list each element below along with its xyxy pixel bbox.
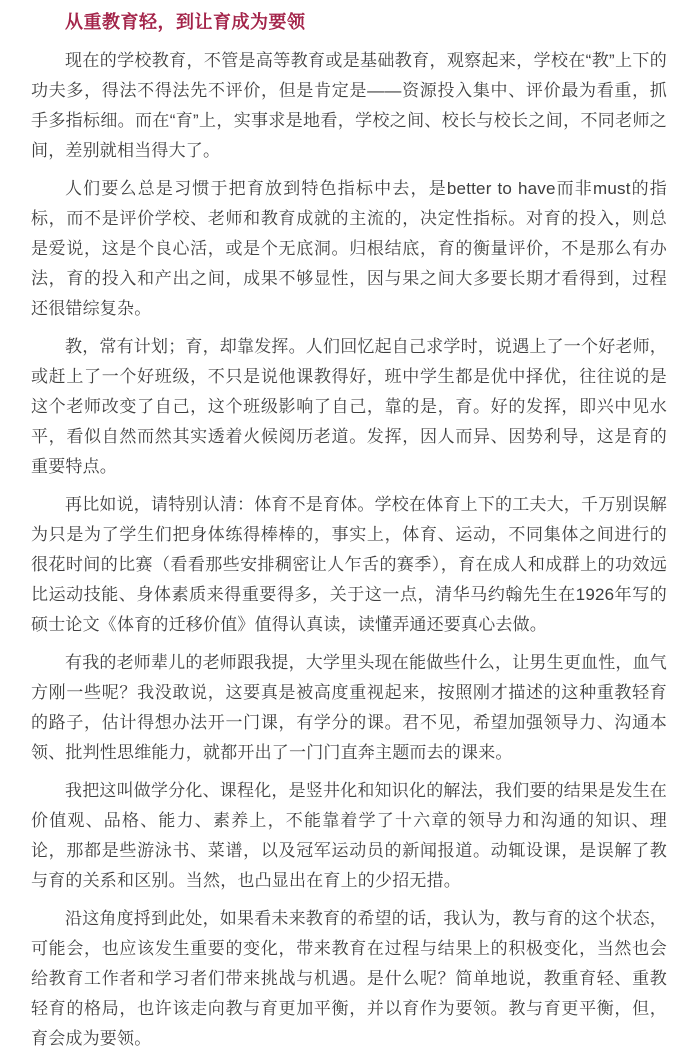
paragraph-1: 现在的学校教育，不管是高等教育或是基础教育，观察起来，学校在“教”上下的功夫多，得法不得法先不评价，但是肯定是——资源投入集中、评价最为看重，抓手多指标细。而在“育”上，实事求是地看，学校之间、校长与校长之间，不同老师之间，差别就相当得大了。 [31, 51, 667, 160]
paragraph-6: 我把这叫做学分化、课程化，是竖井化和知识化的解法，我们要的结果是发生在价值观、品格、能力、素养上，不能靠着学了十六章的领导力和沟通的知识、理论，那都是些游泳书、菜谱，以及冠军运动员的新闻报道。动辄设课，是误解了教与育的关系和区别。当然，也凸显出在育上的少招无措。 [31, 781, 667, 890]
paragraph-4: 再比如说，请特别认清：体育不是育体。学校在体育上下的工夫大，千万别误解为只是为了学生们把身体练得棒棒的，事实上，体育、运动，不同集体之间进行的很花时间的比赛（看看那些安排稠密让人乍舌的赛季），育在成人和成群上的功效远比运动技能、身体素质来得重要得多，关于这一点，清华马约翰先生在1926年写的硕士论文《体育的迁移价值》值得认真读，读懂弄通还要真心去做。 [31, 495, 667, 634]
paragraph-2: 人们要么总是习惯于把育放到特色指标中去，是better to have而非must的指标，而不是评价学校、老师和教育成就的主流的，决定性指标。对育的投入，则总是爱说，这是个良心活，或是个无底洞。归根结底，育的衡量评价，不是那么有办法，育的投入和产出之间，成果不够显性，因与果之间大多要长期才看得到，过程还很错综复杂。 [31, 179, 667, 318]
paragraph-5: 有我的老师辈儿的老师跟我提，大学里头现在能做些什么，让男生更血性，血气方刚一些呢？我没敢说，这要真是被高度重视起来，按照刚才描述的这种重教轻育的路子，估计得想办法开一门课，有学分的课。君不见，希望加强领导力、沟通本领、批判性思维能力，就都开出了一门门直奔主题而去的课来。 [31, 653, 667, 762]
paragraph-3: 教，常有计划；育，却靠发挥。人们回忆起自己求学时，说遇上了一个好老师，或赶上了一个好班级，不只是说他课教得好，班中学生都是优中择优，往往说的是这个老师改变了自己，这个班级影响了自己，靠的是，育。好的发挥，即兴中见水平，看似自然而然其实透着火候阅历老道。发挥，因人而异、因势利导，这是育的重要特点。 [31, 337, 667, 476]
article-title: 从重教育轻，到让育成为要领 [65, 12, 306, 32]
paragraph-7: 沿这角度捋到此处，如果看未来教育的希望的话，我认为，教与育的这个状态，可能会，也应该发生重要的变化，带来教育在过程与结果上的积极变化，当然也会给教育工作者和学习者们带来挑战与机遇。是什么呢？简单地说，教重育轻、重教轻育的格局，也许该走向教与育更加平衡，并以育作为要领。教与育更平衡，但，育会成为要领。 [31, 909, 667, 1048]
